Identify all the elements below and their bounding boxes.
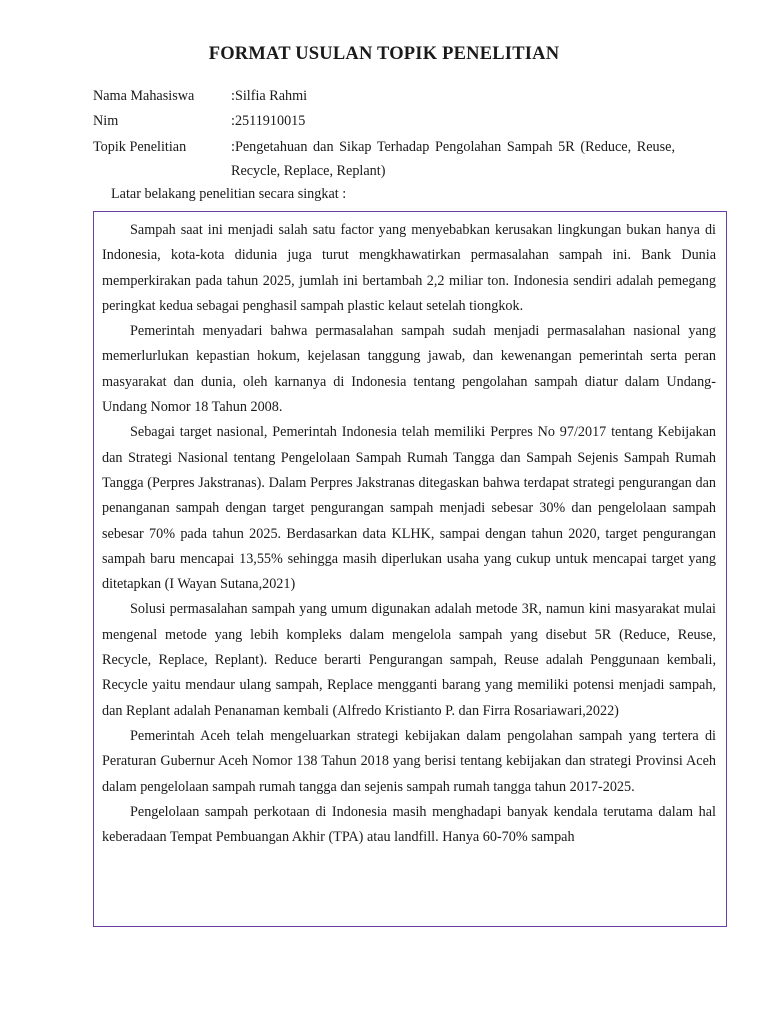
field-row-nim xyxy=(93,109,305,133)
background-text-box xyxy=(93,211,727,927)
background-paragraph: Sebagai target nasional, Pemerintah Indonesia telah memiliki Perpres No 97/2017 tentang Kebijakan dan Strategi Nasional tentang Pengelolaan Sampah Rumah Tangga dan Sampah Sejenis Sampah Rumah Tangga (Perpres Jakstranas). Dalam Perpres Jakstranas ditegaskan bahwa terdapat strategi pengurangan dan penanganan sampah dengan target pengurangan sampah menjadi sebesar 30% dan pengelolaan sampah sebesar 70% pada tahun 2025. Berdasarkan data KLHK, sampai dengan tahun 2020, target pengurangan sampah baru mencapai 13,55% sehingga masih diperlukan usaha yang cukup untuk mencapai target yang ditetapkan (I Wayan Sutana,2021) xyxy=(102,424,716,593)
background-paragraph: Pemerintah menyadari bahwa permasalahan sampah sudah menjadi permasalahan nasional yang memerlurlukan kepastian hokum, kejelasan tanggung jawab, dan kewenangan pemerintah serta peran masyarakat dan dunia, oleh karnanya di Indonesia tentang pengolahan sampah diatur dalam Undang-Undang Nomor 18 Tahun 2008. xyxy=(102,323,716,416)
background-paragraph: Solusi permasalahan sampah yang umum digunakan adalah metode 3R, namun kini masyarakat mulai mengenal metode yang lebih kompleks dalam mengelola sampah yang disebut 5R (Reduce, Reuse, Recycle, Replace, Replant). Reduce berarti Pengurangan sampah, Reuse adalah Penggunaan kembali, Recycle yaitu mendaur ulang sampah, Replace mengganti barang yang memiliki potensi menjadi sampah, dan Replant adalah Penanaman kembali (Alfredo Kristianto P. dan Firra Rosariawari,2022) xyxy=(102,601,716,719)
document-title: FORMAT USULAN TOPIK PENELITIAN xyxy=(208,44,560,64)
field-label-topic: Topik Penelitian xyxy=(93,139,187,155)
background-paragraph: Sampah saat ini menjadi salah satu factor yang menyebabkan kerusakan lingkungan bukan hanya di Indonesia, kota-kota didunia juga turut mengkhawatirkan permasalahan sampah ini. Bank Dunia memperkirakan pada tahun 2025, jumlah ini bertambah 2,2 miliar ton. Indonesia sendiri adalah pemegang peringkat kedua sebagai penghasil sampah plastic kelaut setelah tiongkok. xyxy=(102,222,716,314)
field-label-nim: Nim xyxy=(93,113,119,129)
background-text-body xyxy=(102,218,716,850)
field-row-topic xyxy=(93,135,231,159)
background-paragraph: Pemerintah Aceh telah mengeluarkan strategi kebijakan dalam pengolahan sampah yang tertera di Peraturan Gubernur Aceh Nomor 138 Tahun 2018 yang berisi tentang kebijakan dan strategi Provinsi Aceh dalam pengelolaan sampah rumah tangga dan sejenis sampah rumah tangga tahun 2017-2025. xyxy=(102,727,716,795)
background-paragraph: Pengelolaan sampah perkotaan di Indonesia masih menghadapi banyak kendala terutama dalam hal keberadaan Tempat Pembuangan Akhir (TPA) atau landfill. Hanya 60-70% sampah xyxy=(102,803,716,846)
field-value-name: :Silfia Rahmi xyxy=(231,88,308,104)
field-row-name xyxy=(93,84,307,108)
field-label-name: Nama Mahasiswa xyxy=(93,88,195,104)
field-value-topic: :Pengetahuan dan Sikap Terhadap Pengolahan Sampah 5R (Reduce, Reuse, Recycle, Replace, Replant) xyxy=(231,139,675,179)
background-intro: Latar belakang penelitian secara singkat : xyxy=(111,186,347,202)
field-value-nim: :2511910015 xyxy=(231,113,306,129)
